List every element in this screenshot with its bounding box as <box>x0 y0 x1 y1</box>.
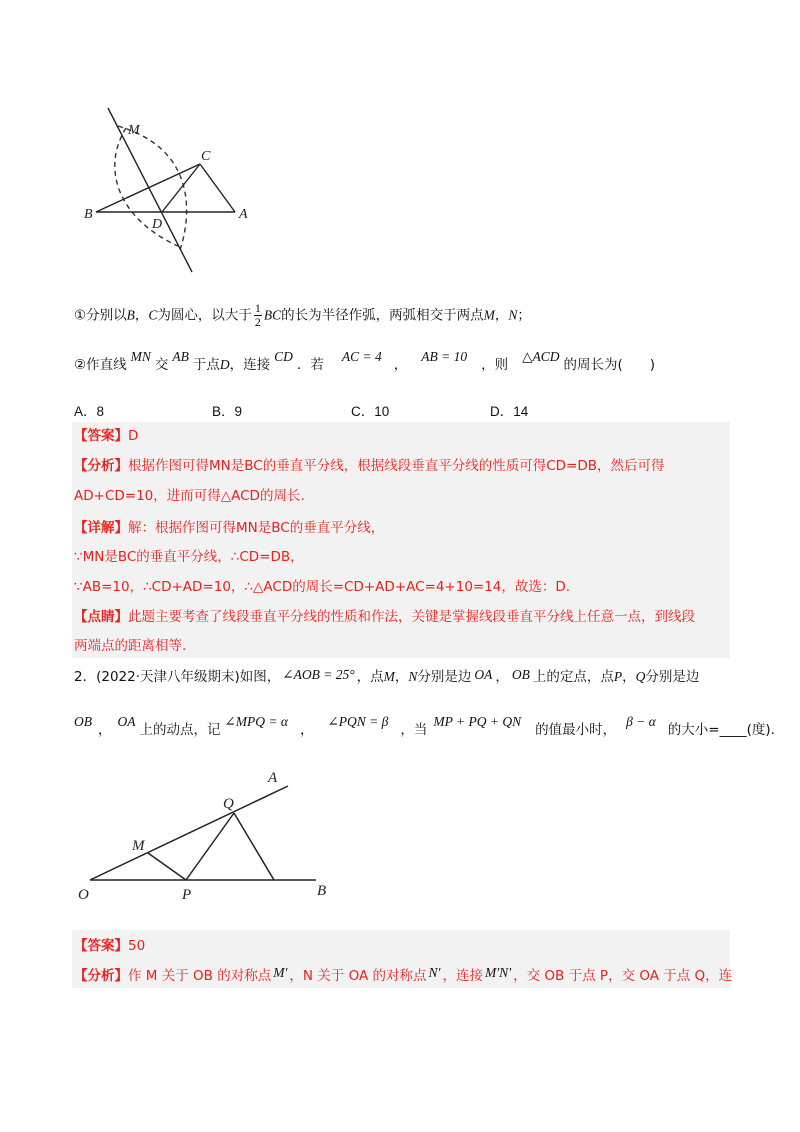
fraction-num: 1 <box>254 301 261 315</box>
q2-number: 2．(2022·天津八年级期末)如图， <box>74 669 281 685</box>
label-m: M <box>132 838 145 854</box>
ray-oa: OA <box>474 667 493 682</box>
comma: ， <box>393 357 408 373</box>
step2-text-c: ，连接 <box>229 357 271 373</box>
point-m: M <box>483 307 495 323</box>
analysis-text-a: 作 M 关于 OB 的对称点 <box>128 968 272 984</box>
ray-oa-line <box>90 786 288 880</box>
q2-text-i: (度). <box>746 722 775 738</box>
angle-mpq: ∠MPQ = α <box>224 714 288 729</box>
circled-1: ① <box>74 307 87 324</box>
answer-tag: 【答案】 <box>74 938 128 954</box>
q2-analysis <box>74 966 732 986</box>
q1-figure <box>80 100 260 280</box>
fraction-half <box>254 302 262 329</box>
option-b: B．9 <box>212 404 243 419</box>
label-d: D <box>152 217 163 232</box>
q1-step2 <box>74 349 656 375</box>
analysis-tag: 【分析】 <box>74 458 128 474</box>
step2-text-d: ．若 <box>296 357 324 373</box>
comment-tag: 【点睛】 <box>74 609 128 625</box>
comma: ， <box>495 669 509 685</box>
comma: ， <box>394 669 409 685</box>
circled-2: ② <box>74 357 87 373</box>
option-a: A．8 <box>74 404 105 419</box>
point-b: B <box>126 307 135 323</box>
option-c: C．10 <box>351 404 390 419</box>
answer-blank: ____ <box>719 722 747 738</box>
point-m: M <box>383 669 395 684</box>
label-p: P <box>182 887 192 903</box>
label-b: B <box>317 883 327 899</box>
step2-text-a: 作直线 <box>86 357 127 373</box>
segment-ca <box>200 164 235 212</box>
point-n: N <box>408 669 418 684</box>
point-p: P <box>613 669 623 684</box>
point-c: C <box>148 307 158 323</box>
segment-cd <box>162 164 200 212</box>
q2-text-e: 上的动点，记 <box>139 722 221 738</box>
analysis-text-b: ，N 关于 OA 的对称点 <box>289 968 427 984</box>
answer-tag: 【答案】 <box>74 428 128 444</box>
comma: ， <box>494 307 509 324</box>
q1-comment-line1 <box>74 607 695 627</box>
segment-mp <box>148 853 186 880</box>
label-b: B <box>84 207 93 222</box>
answer-value: 50 <box>128 938 146 954</box>
q2-stem-line2 <box>74 714 775 740</box>
label-q: Q <box>223 796 234 812</box>
sum-expression: MP + PQ + QN <box>433 714 522 729</box>
step2-text-f: 的周长为( ) <box>563 357 656 373</box>
angle-pqn: ∠PQN = β <box>327 714 389 729</box>
comma: ， <box>300 722 314 738</box>
comma: ， <box>622 669 636 685</box>
label-o: O <box>78 887 89 903</box>
q1-detail-line1 <box>74 518 384 538</box>
label-a: A <box>239 207 248 222</box>
q1-analysis-line1 <box>74 456 665 476</box>
q2-text-a: ，点 <box>356 669 384 685</box>
detail-tag: 【详解】 <box>74 520 128 536</box>
ac-equals: AC = 4 <box>341 349 382 364</box>
q2-text-c: 上的定点，点 <box>532 669 614 685</box>
q1-answer <box>74 426 138 446</box>
analysis-tag: 【分析】 <box>74 968 128 984</box>
q2-stem-line1 <box>74 667 699 687</box>
analysis-text: 根据作图可得MN是BC的垂直平分线，根据线段垂直平分线的性质可得CD=DB，然后可得 <box>128 458 665 474</box>
point-n: N <box>508 307 518 323</box>
diff-expression: β − α <box>626 714 656 729</box>
step1-text-a: 分别以 <box>86 307 127 324</box>
label-a: A <box>268 770 278 786</box>
comma: ， <box>98 722 112 738</box>
q2-figure <box>76 766 346 908</box>
q2-text-b: 分别是边 <box>417 669 472 685</box>
triangle-acd: △ACD <box>522 349 560 364</box>
detail-text: 解：根据作图可得MN是BC的垂直平分线， <box>128 520 385 536</box>
point-d: D <box>219 357 230 372</box>
semicolon: ； <box>517 307 531 324</box>
q2-text-h: 的大小= <box>667 722 720 738</box>
point-q: Q <box>635 669 646 684</box>
q1-comment-line2: 两端点的距离相等. <box>74 638 187 654</box>
arc-from-c <box>115 128 178 246</box>
q2-text-g: 的值最小时， <box>535 722 617 738</box>
ray-oa: OA <box>117 714 136 729</box>
analysis-text-c: ，连接 <box>442 968 483 984</box>
mn-prime: M′N′ <box>484 965 512 980</box>
step1-text-b: 为圆心，以大于 <box>157 307 252 324</box>
n-prime: N′ <box>428 965 441 980</box>
option-d: D．14 <box>490 404 529 419</box>
label-c: C <box>201 149 211 164</box>
segment-bc-text: BC <box>263 307 282 323</box>
comma: ， <box>134 307 149 324</box>
segment-qn <box>234 813 274 880</box>
ray-ob: OB <box>511 667 530 682</box>
q2-text-f: ，当 <box>400 722 428 738</box>
answer-value: D <box>128 428 139 444</box>
step2-text-e: ，则 <box>481 357 509 373</box>
segment-ab-text: AB <box>172 349 189 364</box>
ab-equals: AB = 10 <box>421 349 468 364</box>
angle-aob: ∠AOB = 25° <box>282 667 355 682</box>
q1-detail-line3: ∵AB=10，∴CD+AD=10，∴△ACD的周长=CD+AD+AC=4+10=14，故选：D. <box>74 579 571 595</box>
q1-detail-line2: ∵MN是BC的垂直平分线，∴CD=DB， <box>74 549 304 565</box>
q2-answer <box>74 936 145 956</box>
q1-analysis-line2: AD+CD=10，进而可得△ACD的周长. <box>74 488 305 504</box>
q1-step1 <box>74 302 531 329</box>
step1-text-c: 的长为半径作弧，两弧相交于两点 <box>281 307 484 324</box>
line-mn-text: MN <box>130 349 151 364</box>
q2-text-d: 分别是边 <box>645 669 700 685</box>
ray-ob: OB <box>74 714 92 729</box>
fraction-den: 2 <box>254 315 261 329</box>
label-m: M <box>128 123 140 138</box>
m-prime: M′ <box>273 965 288 980</box>
step2-jiao: 交 <box>154 357 169 373</box>
step2-text-b: 于点 <box>192 357 220 373</box>
analysis-text-d: ，交 OB 于点 P，交 OA 于点 Q，连 <box>513 968 733 984</box>
comment-text: 此题主要考查了线段垂直平分线的性质和作法，关键是掌握线段垂直平分线上任意一点，到线段 <box>128 609 695 625</box>
segment-bc <box>96 164 200 212</box>
segment-cd-text: CD <box>274 349 293 364</box>
